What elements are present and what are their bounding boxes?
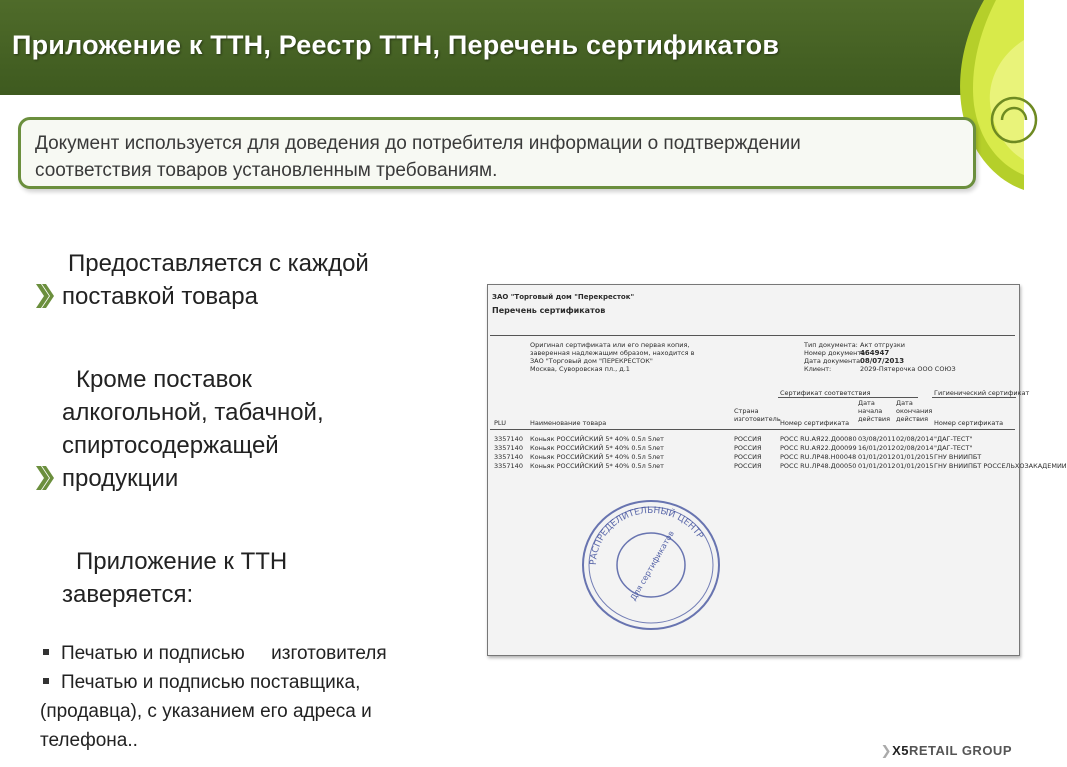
scan-table-cell: РОСС RU.ЛР48.Н00048 <box>780 453 857 461</box>
header-bar <box>0 0 1024 95</box>
scanned-certificate-list <box>487 284 1067 656</box>
scan-table-cell: "ДАГ-ТЕСТ" <box>934 435 973 443</box>
paragraph-certified <box>62 545 287 611</box>
scan-doc-type: Акт отгрузки <box>860 341 905 349</box>
scan-table-cell: Коньяк РОССИЙСКИЙ 5* 40% 0.5л 5лет <box>530 462 664 470</box>
stamp-center-text: Для сертификатов <box>628 529 676 603</box>
logo-x5: X5 <box>892 743 909 758</box>
scan-table-cell: РОСС RU.ЛР48.Д00050 <box>780 462 857 470</box>
scan-table-cell: 3357140 <box>494 453 523 461</box>
scan-doc-date-label: Дата документа: <box>804 357 863 365</box>
scan-divider <box>490 335 1015 336</box>
info-text-line2: соответствия товаров установленным требованиям. <box>35 160 498 181</box>
paragraph-line: спиртосодержащей <box>62 432 279 459</box>
scan-divider <box>490 429 1015 430</box>
scan-doc-type-label: Тип документа: <box>804 341 858 349</box>
x5-retail-group-logo: ❯X5RETAIL GROUP <box>880 743 1012 758</box>
scan-original-note: заверенная надлежащим образом, находится в <box>530 349 695 357</box>
scan-col-header: Страна изготовитель <box>734 407 781 423</box>
paragraph-line: заверяется: <box>62 581 194 608</box>
paragraph-except <box>62 363 324 495</box>
scan-table-cell: РОССИЯ <box>734 462 762 470</box>
scan-table-cell: РОСС RU.АЯ22.Д00080 <box>780 435 857 443</box>
bullet-list <box>40 639 480 755</box>
scan-client: 2029-Пятерочка ООО СОЮЗ <box>860 365 956 373</box>
scan-col-header: Дата окончания действия <box>896 399 933 423</box>
scan-col-header: Номер сертификата <box>780 419 850 427</box>
paragraph-line: поставкой товара <box>62 283 258 310</box>
svg-text:РАСПРЕДЕЛИТЕЛЬНЫЙ ЦЕНТР <box>589 506 705 565</box>
scan-col-header: Дата начала действия <box>858 399 891 423</box>
scan-original-note: ЗАО "Торговый дом "ПЕРЕКРЕСТОК" <box>530 357 653 365</box>
scan-group-cert: Сертификат соответствия <box>780 389 871 397</box>
list-item: Печатью и подписью изготовителя <box>40 639 480 668</box>
stamp-ring-text: РАСПРЕДЕЛИТЕЛЬНЫЙ ЦЕНТР <box>588 505 705 566</box>
scan-original-note: Москва, Суворовская пл., д.1 <box>530 365 630 373</box>
scan-table-cell: Коньяк РОССИЙСКИЙ 5* 40% 0.5л 5лет <box>530 444 664 452</box>
scan-table-cell: 3357140 <box>494 444 523 452</box>
scan-table-cell: "ДАГ-ТЕСТ" <box>934 444 973 452</box>
scan-table-cell: 03/08/2011 <box>858 435 896 443</box>
scan-divider <box>778 397 918 398</box>
scan-table-cell: Коньяк РОССИЙСКИЙ 5* 40% 0.5л 5лет <box>530 435 664 443</box>
scan-col-header: Наименование товара <box>530 419 607 427</box>
scan-divider <box>932 397 1016 398</box>
scan-col-header: PLU <box>494 419 506 427</box>
scan-table-cell: 16/01/2012 <box>858 444 896 452</box>
paragraph-line: алкогольной, табачной, <box>62 399 324 426</box>
scan-table-cell: 3357140 <box>494 435 523 443</box>
scan-table-cell: 01/01/2015 <box>896 453 934 461</box>
scan-table-cell: РОССИЯ <box>734 453 762 461</box>
scan-table-cell: 01/01/2012 <box>858 453 896 461</box>
scan-title: Перечень сертификатов <box>492 306 606 315</box>
paragraph-line: Предоставляется с каждой <box>68 250 369 277</box>
scan-table-cell: 02/08/2014 <box>896 435 934 443</box>
scan-company: ЗАО "Торговый дом "Перекресток" <box>492 293 635 301</box>
slide-title: Приложение к ТТН, Реестр ТТН, Перечень сертификатов <box>12 30 780 60</box>
chevron-right-icon <box>34 463 54 493</box>
paragraph-line: продукции <box>62 465 179 492</box>
scan-client-label: Клиент: <box>804 365 832 373</box>
info-box <box>18 117 976 189</box>
list-item: Печатью и подписью поставщика, <box>40 668 480 697</box>
paragraph-line: Приложение к ТТН <box>76 548 288 575</box>
scan-table-cell: 02/08/2014 <box>896 444 934 452</box>
scan-doc-num-label: Номер документа: <box>804 349 868 357</box>
paragraph-line: Кроме поставок <box>76 366 252 393</box>
chevron-right-icon <box>34 281 54 311</box>
scan-original-note: Оригинал сертификата или его первая копия, <box>530 341 690 349</box>
list-item-continuation: телефона.. <box>40 730 138 751</box>
scan-group-hyg: Гигиенический сертификат <box>934 389 1030 397</box>
scan-table-cell: ГНУ ВНИИПБТ <box>934 453 982 461</box>
scan-doc-date: 08/07/2013 <box>860 357 905 365</box>
scan-table-cell: Коньяк РОССИЙСКИЙ 5* 40% 0.5л 5лет <box>530 453 664 461</box>
scan-table-cell: РОССИЯ <box>734 444 762 452</box>
scan-doc-num: 464947 <box>860 349 890 357</box>
scan-table-cell: 3357140 <box>494 462 523 470</box>
scan-table-cell: 01/01/2015 <box>896 462 934 470</box>
info-text-line1: Документ используется для доведения до потребителя информации о подтверждении <box>35 133 801 154</box>
logo-rest: RETAIL GROUP <box>908 743 1012 758</box>
bullet-square-icon <box>43 649 49 655</box>
scan-table-cell: РОССИЯ <box>734 435 762 443</box>
scan-table-cell: 01/01/2012 <box>858 462 896 470</box>
list-item-continuation: (продавца), с указанием его адреса и <box>40 701 372 722</box>
paragraph-provided <box>62 247 369 313</box>
scan-table-cell: РОСС RU.АЯ22.Д00099 <box>780 444 857 452</box>
bullet-square-icon <box>43 678 49 684</box>
scan-col-header: Номер сертификата <box>934 419 1004 427</box>
round-stamp-icon <box>576 495 726 635</box>
scan-table-cell: ГНУ ВНИИПБТ РОССЕЛЬХОЗАКАДЕМИИ <box>934 462 1067 470</box>
